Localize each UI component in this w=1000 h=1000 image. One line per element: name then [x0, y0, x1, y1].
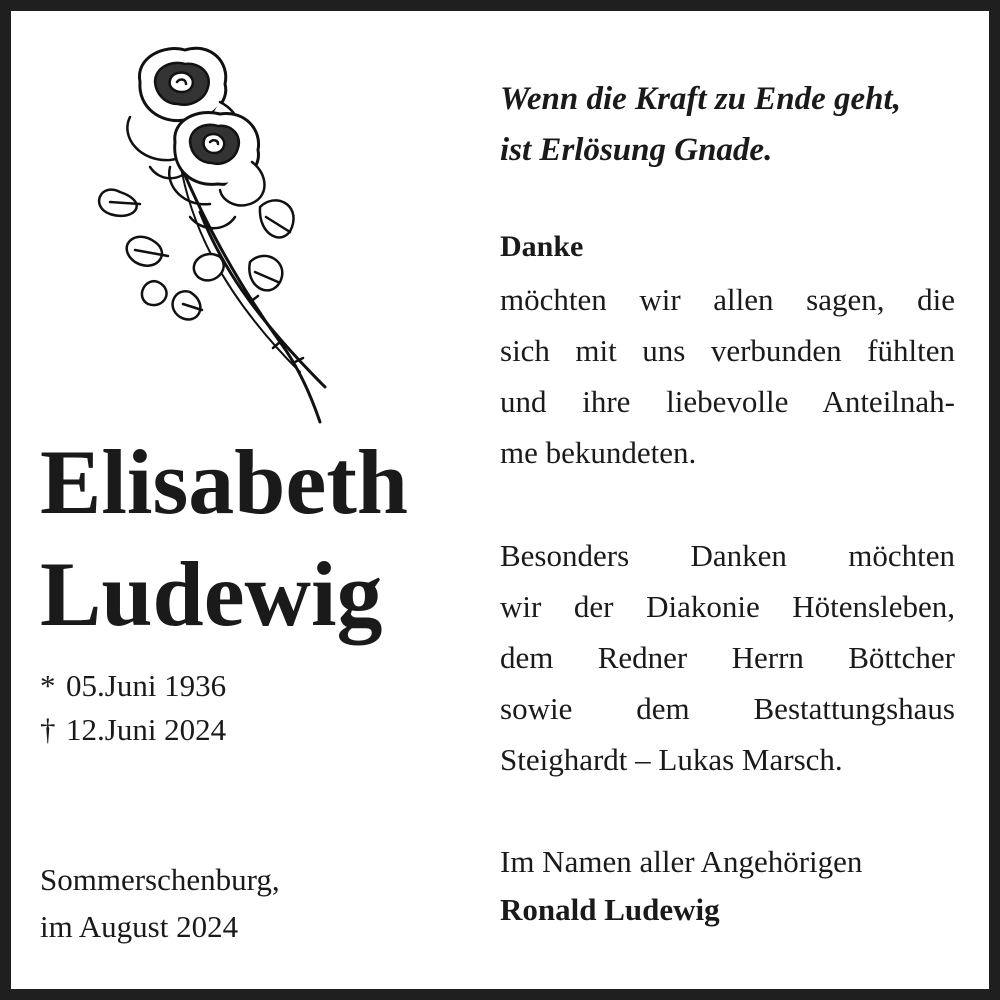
- place-and-date: [40, 856, 280, 950]
- notice-date: im August 2024: [40, 909, 239, 944]
- death-date: 12.Juni 2024: [66, 712, 227, 747]
- death-row: [40, 708, 226, 752]
- rose-bouquet-icon: [80, 42, 340, 432]
- motto-line-1: Wenn die Kraft zu Ende geht,: [500, 81, 901, 117]
- deceased-first-name: Elisabeth: [40, 431, 409, 533]
- thanks-p1-line: möchten wir allen sagen, die: [500, 282, 955, 317]
- thanks-p2-line: dem Redner Herrn Böttcher: [500, 640, 955, 675]
- thanks-p2-line: Steighardt – Lukas Marsch.: [500, 742, 843, 777]
- thanks-paragraph-1: [500, 274, 955, 478]
- thanks-p1-line: und ihre liebevolle Anteilnah-: [500, 384, 955, 419]
- thanks-p1-line: sich mit uns verbunden fühlten: [500, 333, 955, 368]
- asterisk-icon: *: [40, 668, 56, 703]
- signoff-line: Im Namen aller Angehörigen: [500, 844, 863, 879]
- thanks-p1-line: me bekundeten.: [500, 435, 697, 470]
- place: Sommerschenburg,: [40, 862, 280, 897]
- birth-row: [40, 664, 226, 708]
- signoff: [500, 838, 955, 934]
- thanks-p2-line: wir der Diakonie Hötensleben,: [500, 589, 955, 624]
- thanks-p2-line: sowie dem Bestattungshaus: [500, 691, 955, 726]
- birth-date: 05.Juni 1936: [66, 668, 227, 703]
- signer-name: Ronald Ludewig: [500, 892, 720, 927]
- life-dates: [40, 664, 226, 752]
- cross-icon: †: [40, 712, 56, 747]
- thanks-heading: Danke: [500, 230, 584, 263]
- motto: [500, 74, 955, 176]
- thanks-p2-line: Besonders Danken möchten: [500, 538, 955, 573]
- thanks-paragraph-2: [500, 530, 955, 785]
- deceased-last-name: Ludewig: [40, 543, 383, 645]
- motto-line-2: ist Erlösung Gnade.: [500, 132, 773, 168]
